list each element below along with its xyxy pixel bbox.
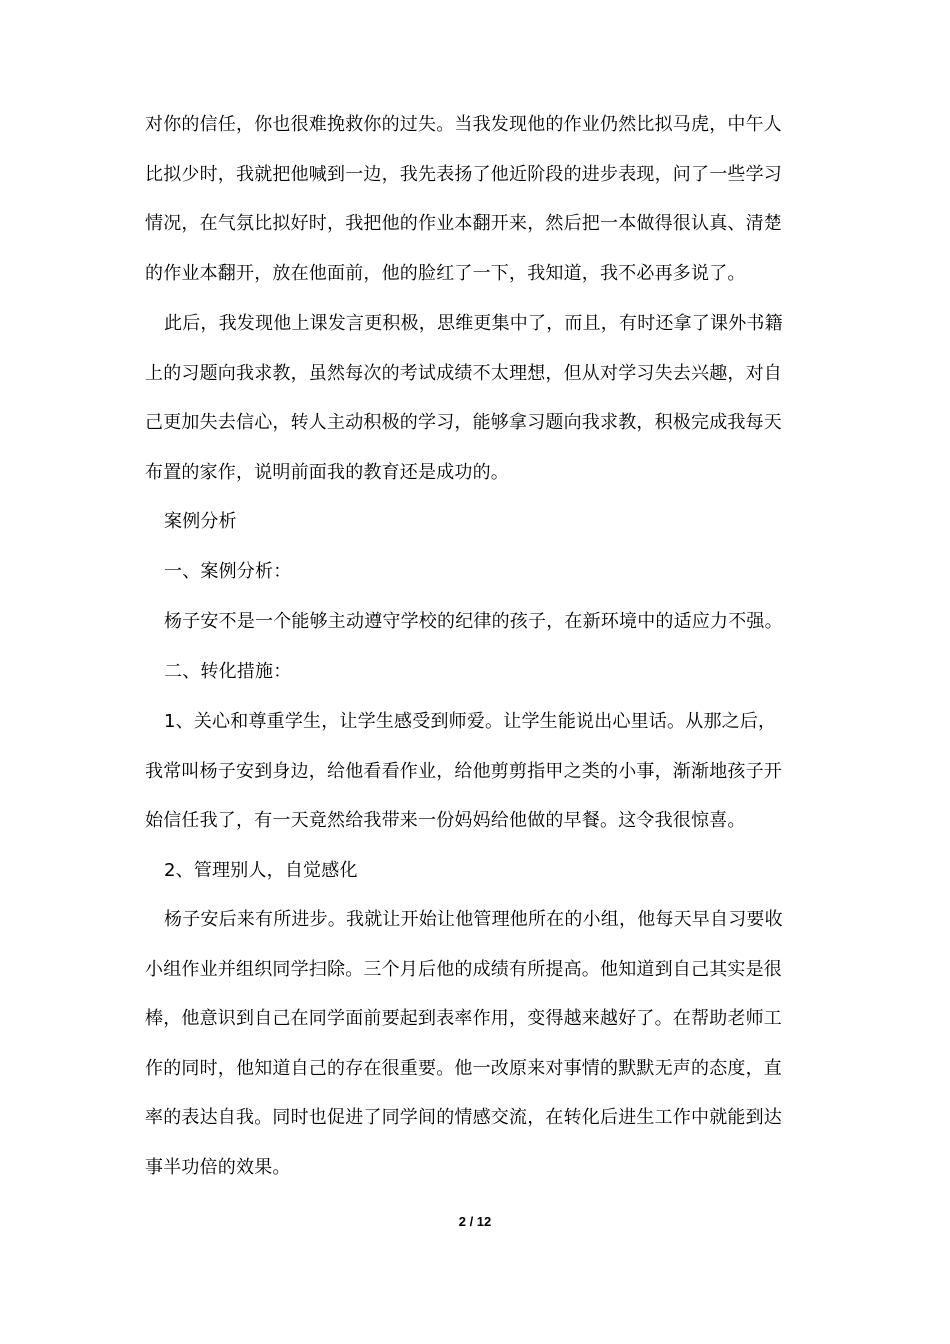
paragraph-line: 作的同时，他知道自己的存在很重要。他一改原来对事情的默默无声的态度，直: [145, 1058, 782, 1079]
section-heading: 2、管理别人，自觉感化: [164, 860, 358, 881]
paragraph-line: 对你的信任，你也很难挽救你的过失。当我发现他的作业仍然比拟马虎，中午人: [145, 114, 782, 135]
paragraph-line: 始信任我了，有一天竟然给我带来一份妈妈给他做的早餐。这令我很惊喜。: [145, 810, 746, 831]
paragraph-line: 1、关心和尊重学生，让学生感受到师爱。让学生能说出心里话。从那之后，: [164, 711, 777, 732]
paragraph-line: 比拟少时，我就把他喊到一边，我先表扬了他近阶段的进步表现，问了一些学习: [145, 164, 782, 185]
paragraph-line: 此后，我发现他上课发言更积极，思维更集中了，而且，有时还拿了课外书籍: [164, 313, 783, 334]
paragraph-line: 我常叫杨子安到身边，给他看看作业，给他剪剪指甲之类的小事，渐渐地孩子开: [145, 761, 782, 782]
paragraph-line: 己更加失去信心，转人主动积极的学习，能够拿习题向我求教，积极完成我每天: [145, 412, 782, 433]
paragraph-line: 杨子安后来有所进步。我就让开始让他管理他所在的小组，他每天早自习要收: [164, 909, 783, 930]
section-heading: 案例分析: [164, 511, 237, 532]
paragraph-line: 小组作业并组织同学扫除。三个月后他的成绩有所提高。他知道到自己其实是很: [145, 959, 782, 980]
paragraph-line: 的作业本翻开，放在他面前，他的脸红了一下，我知道，我不必再多说了。: [145, 263, 746, 284]
paragraph-line: 事半功倍的效果。: [145, 1157, 291, 1178]
paragraph-line: 上的习题向我求教，虽然每次的考试成绩不太理想，但从对学习失去兴趣，对自: [145, 363, 782, 384]
section-heading: 二、转化措施：: [164, 661, 292, 682]
paragraph-line: 布置的家作，说明前面我的教育还是成功的。: [145, 462, 509, 483]
section-heading: 一、案例分析：: [164, 561, 292, 582]
paragraph-line: 杨子安不是一个能够主动遵守学校的纪律的孩子，在新环境中的适应力不强。: [164, 611, 783, 632]
paragraph-line: 率的表达自我。同时也促进了同学间的情感交流，在转化后进生工作中就能到达: [145, 1107, 782, 1128]
paragraph-line: 情况，在气氛比拟好时，我把他的作业本翻开来，然后把一本做得很认真、清楚: [145, 213, 782, 234]
paragraph-line: 棒，他意识到自己在同学面前要起到表率作用，变得越来越好了。在帮助老师工: [145, 1008, 782, 1029]
page-number: 2 / 12: [458, 1214, 492, 1229]
